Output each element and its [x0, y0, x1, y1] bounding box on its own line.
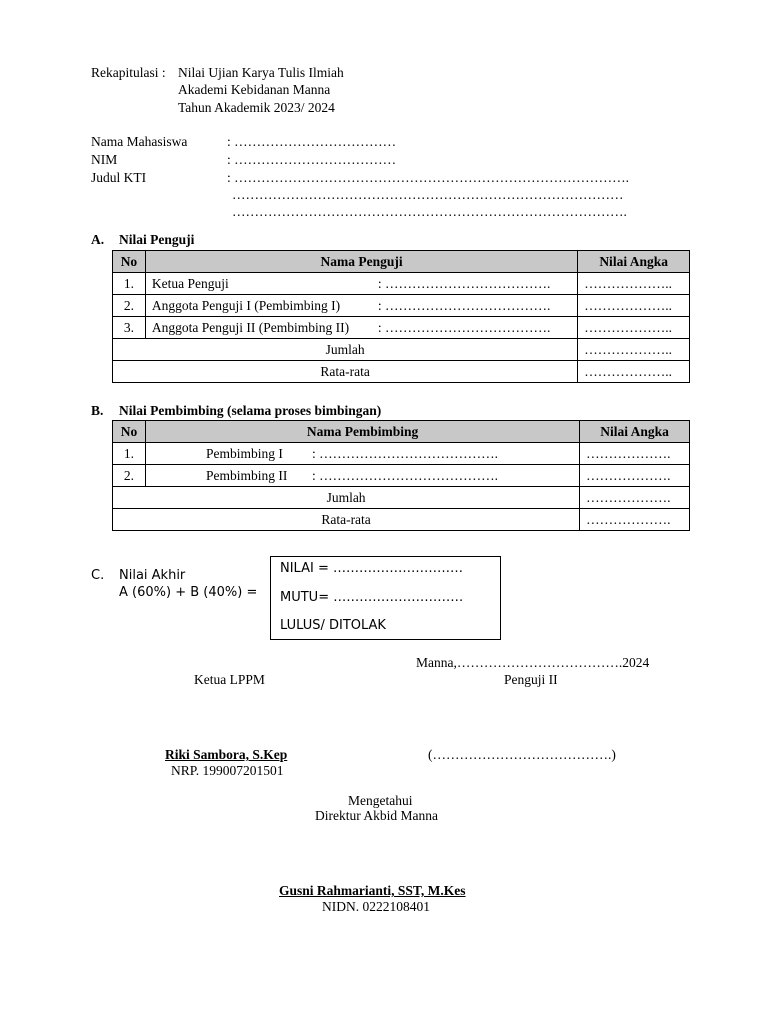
acknowledgement-label: Mengetahui [348, 793, 413, 808]
table-row-total [113, 339, 690, 361]
score-field[interactable]: ……………….. [578, 317, 690, 339]
row-examiner [145, 295, 577, 317]
examiner-name-field[interactable]: : ………………………………. [377, 297, 551, 313]
supervisor-name-field[interactable]: : …………………………………. [311, 467, 498, 483]
table-row-total [113, 487, 690, 509]
section-a-letter: A. [91, 232, 105, 247]
lppm-chair-title: Ketua LPPM [194, 672, 265, 687]
recap-label: Rekapitulasi : [91, 65, 166, 80]
average-field[interactable]: ……………….. [578, 361, 690, 383]
final-score-formula: A (60%) + B (40%) = [119, 585, 258, 600]
total-field[interactable]: ………………. [580, 487, 690, 509]
table-header-row [113, 421, 690, 443]
thesis-title-line-3: ……………………………………………………………………………. [232, 204, 627, 219]
section-c-letter: C. [91, 568, 105, 583]
examiner-ii-title: Penguji II [504, 672, 558, 687]
examiner-name-field[interactable]: : ………………………………. [377, 319, 551, 335]
examiner-role: Anggota Penguji I (Pembimbing I) [151, 297, 341, 313]
row-no: 1. [113, 273, 146, 295]
examiner-name-field[interactable]: : ………………………………. [377, 275, 551, 291]
section-c-title: Nilai Akhir [119, 568, 186, 583]
col-header-no: No [113, 251, 146, 273]
table-row [113, 317, 690, 339]
row-examiner [145, 273, 577, 295]
col-header-examiner-name: Nama Penguji [145, 251, 577, 273]
total-label: Jumlah [113, 487, 580, 509]
table-row [113, 295, 690, 317]
average-field[interactable]: ………………. [580, 509, 690, 531]
score-field[interactable]: ………………. [580, 443, 690, 465]
row-no: 2. [113, 465, 146, 487]
student-name-label: Nama Mahasiswa [91, 134, 188, 149]
recap-title: Nilai Ujian Karya Tulis Ilmiah [178, 65, 344, 80]
nim-label: NIM [91, 152, 118, 167]
row-supervisor [145, 443, 579, 465]
director-nidn: NIDN. 0222108401 [322, 899, 430, 914]
average-label: Rata-rata [113, 509, 580, 531]
student-name-field: : ……………………………… [227, 134, 397, 149]
examiner-role: Ketua Penguji [151, 275, 229, 291]
examiner-score-table [112, 250, 690, 383]
total-field[interactable]: ……………….. [578, 339, 690, 361]
thesis-title-line-1: : ……………………………………………………………………………. [227, 170, 630, 185]
director-name: Gusni Rahmarianti, SST, M.Kes [279, 883, 466, 898]
section-b-letter: B. [91, 403, 104, 418]
average-label: Rata-rata [113, 361, 578, 383]
examiner-role: Anggota Penguji II (Pembimbing II) [151, 319, 350, 335]
supervisor-role: Pembimbing II [205, 467, 288, 483]
col-header-score: Nilai Angka [578, 251, 690, 273]
director-title: Direktur Akbid Manna [315, 808, 438, 823]
pass-fail-status[interactable]: LULUS/ DITOLAK [280, 618, 386, 633]
final-score-box [270, 556, 501, 640]
row-no: 1. [113, 443, 146, 465]
table-row-average [113, 509, 690, 531]
col-header-supervisor-name: Nama Pembimbing [145, 421, 579, 443]
section-b-title: Nilai Pembimbing (selama proses bimbingan) [119, 403, 382, 418]
recap-academic-year: Tahun Akademik 2023/ 2024 [178, 100, 335, 115]
supervisor-role: Pembimbing I [205, 445, 283, 461]
grade-field[interactable]: MUTU= ………………………… [280, 590, 464, 605]
row-examiner [145, 317, 577, 339]
thesis-title-label: Judul KTI [91, 170, 147, 185]
supervisor-score-table [112, 420, 690, 531]
examiner-ii-signature-field[interactable]: (………………………………….) [428, 747, 616, 762]
lppm-chair-name: Riki Sambora, S.Kep [165, 747, 288, 762]
table-row [113, 443, 690, 465]
score-field[interactable]: ………………. [580, 465, 690, 487]
col-header-score: Nilai Angka [580, 421, 690, 443]
recap-institution: Akademi Kebidanan Manna [178, 82, 331, 97]
nim-field: : ……………………………… [227, 152, 397, 167]
table-row [113, 465, 690, 487]
col-header-no: No [113, 421, 146, 443]
thesis-title-line-2: …………………………………………………………………………… [232, 187, 624, 202]
table-row [113, 273, 690, 295]
total-label: Jumlah [113, 339, 578, 361]
supervisor-name-field[interactable]: : …………………………………. [311, 445, 498, 461]
row-no: 2. [113, 295, 146, 317]
table-header-row [113, 251, 690, 273]
final-score-field[interactable]: NILAI = ………………………… [280, 561, 463, 576]
table-row-average [113, 361, 690, 383]
score-field[interactable]: ……………….. [578, 273, 690, 295]
row-supervisor [145, 465, 579, 487]
place-date-field[interactable]: Manna,……………………………….2024 [416, 655, 650, 670]
row-no: 3. [113, 317, 146, 339]
score-field[interactable]: ……………….. [578, 295, 690, 317]
section-a-title: Nilai Penguji [119, 232, 195, 247]
lppm-chair-nrp: NRP. 199007201501 [171, 763, 284, 778]
